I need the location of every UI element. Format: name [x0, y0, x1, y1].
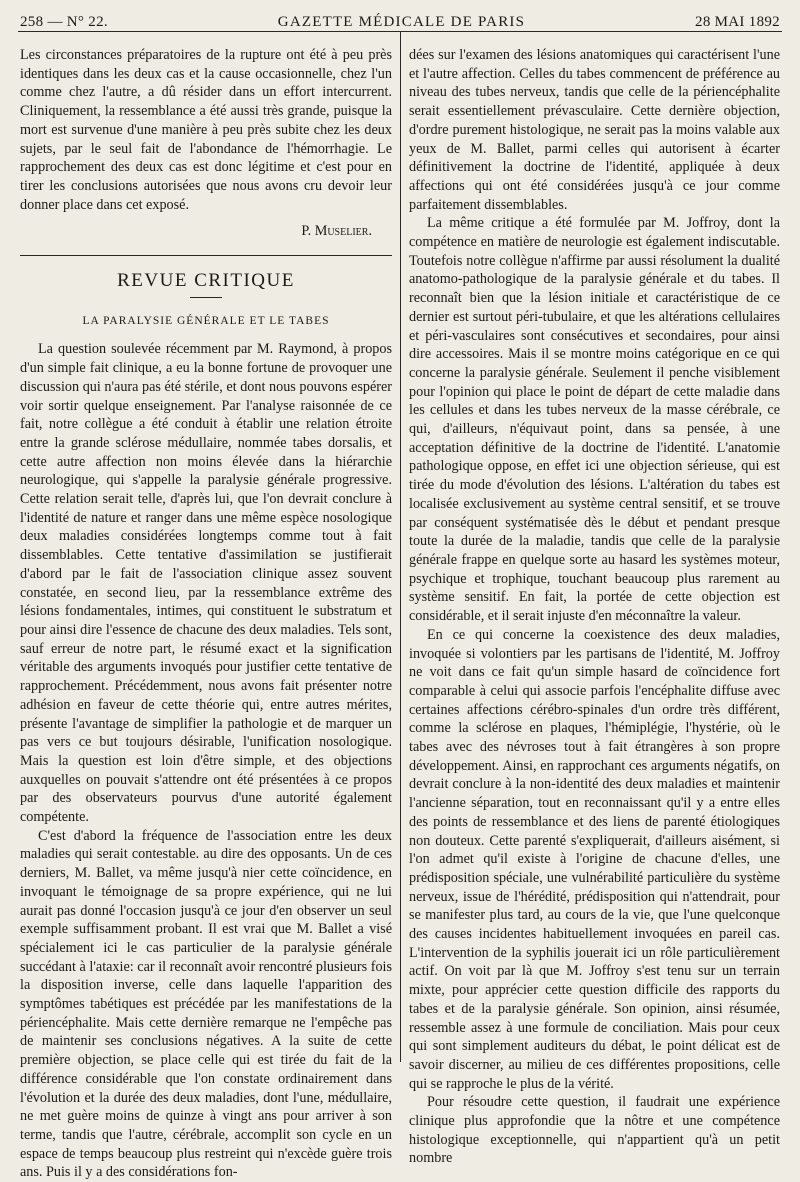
journal-title: GAZETTE MÉDICALE DE PARIS: [277, 14, 526, 30]
article-paragraph: En ce qui concerne la coexistence des deux maladies, invoquée si volontiers par les partisans de l'identité, M. Joffroy ne voit dans ce fait qu'un simple hasard de coïncidence fort comparable à celui qui associe parfois l'encéphalite diffuse avec certaines affections cérébro-spinales d'un ordre très différent, comme la sclérose en plaques, l'hémiplégie, l'hystérie, où le tabes avec des névroses tout à fait étrangères à son propre développement. Ainsi, en rapprochant ces arguments négatifs, on devrait conclure à la non-identité des deux maladies et maintenir l'ancienne séparation, tout en reconnaissant qu'il y a entre elles des points de ressemblance et des liens de parenté étiologiques non douteux. Cette parenté s'expliquerait, d'ailleurs aisément, si l'on admet qu'il existe à l'origine de chacune d'elles, une prédisposition spéciale, une vulnérabilité particulière du système nerveux, issue de l'hérédité, prédisposition qui n'attendrait, pour se manifester plus tard, au cours de la vie, que l'une quelconque des causes incidentes habituellement invoquées en pareil cas. L'intervention de la syphilis jouerait ici un rôle particulièrement actif. On voit par là que M. Joffroy s'est tenu sur un terrain mixte, pour apprécier cette question difficile des rapports du tabes et de la paralysie générale. Son opinion, ainsi résumée, ressemble assez à une formule de conciliation. Mais pour ceux qui sont simplement auditeurs du débat, le point délicat est de savoir discerner, au milieu de ces différentes propositions, celle qui se rapproche le plus de la vérité.: [409, 626, 780, 1092]
article-paragraph: C'est d'abord la fréquence de l'association entre les deux maladies qui serait contestable. au dire des opposants. Un de ces derniers, M. Ballet, va même jusqu'à nier cette coïncidence, en invoquant le témoignage de sa propre expérience, qui ne lui aurait pas donné l'occasion jusqu'à ce jour d'en observer un seul exemple suffisamment probant. Il est vrai que M. Ballet a visé spécialement ici le cas particulier de la paralysie générale succédant à l'ataxie: car il reconnaît avoir rencontré plusieurs fois la disposition inverse, celle dans laquelle l'apparition des symptômes tabétiques est précédée par les manifestations de la périencéphalite. Mais cette dernière remarque ne l'empêche pas de maintenir ses conclusions négatives. A la suite de cette première objection, se place celle qui est tirée du fait de la différence considérable que l'on constate ordinairement dans l'évolution et la durée des deux maladies, dont l'une, médullaire, ne met guère moins de quinze à vingt ans pour arriver à son terme, tandis que l'autre, cérébrale, accomplit son cycle en un espace de temps beaucoup plus restreint qui n'excède guère trois ans. Puis il y a des considérations fon-: [20, 827, 392, 1181]
article-paragraph: Pour résoudre cette question, il faudrait une expérience clinique plus approfondie que la nôtre et une compétence histologique exceptionnelle, qui n'appartient qu'à un petit nombre: [409, 1094, 780, 1167]
page-number: 258 — N° 22.: [20, 14, 108, 30]
issue-date: 28 MAI 1892: [695, 14, 780, 30]
title-rule: [190, 297, 222, 298]
section-divider: [20, 255, 392, 256]
section-subtitle: LA PARALYSIE GÉNÉRALE ET LE TABES: [82, 314, 330, 327]
author-signature: P. Muselier.: [301, 223, 372, 240]
page-header: [18, 6, 782, 32]
section-title: [20, 272, 392, 298]
text-columns: [18, 32, 782, 1181]
article-paragraph: La même critique a été formulée par M. Joffroy, dont la compétence en matière de neurologie est également indiscutable. Toutefois notre collègue n'affirme par aussi résolument la dualité anatomo-pathologique de la paralysie générale et du tabes. Il reconnaît bien que la lésion initiale et caractéristique de ce dernier est surtout péri-tubulaire, et que les altérations cellulaires et péri-vasculaires sont consécutives et secondaires, pour ainsi dire accessoires. Mais il se montre moins catégorique en ce qui concerne la paralysie générale. Seulement il penche visiblement pour l'opinion qui place le point de départ de cette maladie dans les cellules et dans les tubes nerveux de la masse cérébrale, ce qui, d'ailleurs, n'équivaut point, dans sa pensée, à une acceptation définitive de la doctrine de l'identité. L'anatomie pathologique oppose, en effet ici une objection sérieuse, qui est tirée du mode d'évolution des lésions. L'altération du tabes est localisée exclusivement au système central sensitif, et se trouve par conséquent systématisée dès le début et pendant presque toute la durée de la maladie, tandis que celle de la paralysie générale frappe en quelque sorte au hasard les systèmes moteur, psychique et trophique, touchant beaucoup plus rarement au système sensitif. En fait, la portée de cette objection est considérable, et il serait injuste d'en méconnaître la valeur.: [409, 215, 780, 625]
left-column: [18, 32, 400, 1181]
right-column: [400, 32, 782, 1167]
section-title-text: REVUE CRITIQUE: [117, 270, 295, 292]
intro-paragraph: Les circonstances préparatoires de la rupture ont été à peu près identiques dans les deux cas et la cause occasionnelle, chez l'un comme chez l'autre, a dû résider dans un effort intercurrent. Cliniquement, la ressemblance a été aussi très grande, puisque la mort est survenue d'une manière à peu près subite chez les deux sujets, par le seul fait de l'abondance de l'hémorrhagie. Le rapprochement des deux cas est donc légitime et c'est pour en tirer les conclusions autorisées que nous avons cru devoir leur donner place dans cet exposé.: [20, 47, 392, 213]
article-paragraph: La question soulevée récemment par M. Raymond, à propos d'un simple fait clinique, a eu la bonne fortune de provoquer une discussion qui n'aura pas été stérile, et dont nous pouvons espérer voir sortir quelque enseignement. Par l'analyse raisonnée de ce fait, notre collègue a été conduit à établir une relation étroite entre la grande sclérose médullaire, nommée tabes dorsalis, et cette autre affection non moins élevée dans la hiérarchie neurologique, qui s'appelle la paralysie générale progressive. Cette relation serait telle, d'après lui, que l'on devrait conclure à l'identité de nature et ranger dans une même espèce nosologique deux maladies considérées longtemps comme tout à fait dissemblables. Cette tentative d'assimilation se justifierait d'abord par le fait de l'association clinique assez souvent constatée, en second lieu, par la ressemblance extrême des lésions fondamentales, intimes, qui constituent le substratum et pour ainsi dire l'essence de chacune des deux maladies. Tels sont, sauf erreur de notre part, le résumé exact et la signification véritable des arguments invoqués pour justifier cette tentative de rapprochement. Précédemment, nous avons fait présenter notre adhésion en faveur de cette théorie qui, entre autres mérites, présente l'avantage de simplifier la pathologie et de marquer un pas vers ce but toujours désirable, l'unification nosologique. Mais la question est loin d'être simple, et des objections auxquelles on pouvait s'attendre ont été présentées à ce propos par des observateurs pourvus d'une autorité également compétente.: [20, 341, 392, 826]
article-paragraph: dées sur l'examen des lésions anatomiques qui caractérisent l'une et l'autre affection. Celles du tabes commencent de préférence au niveau des tubes nerveux, tandis que celle de la périencéphalite serait essentiellement prévasculaire. Cette dernière objection, d'ordre purement histologique, ne serait pas la moins valable aux yeux de M. Ballet, parmi celles qui autorisent à écarter définitivement la doctrine de l'identité, appliquée à deux affections qui ont été considérées jusqu'à ce jour comme parfaitement dissemblables.: [409, 47, 780, 213]
